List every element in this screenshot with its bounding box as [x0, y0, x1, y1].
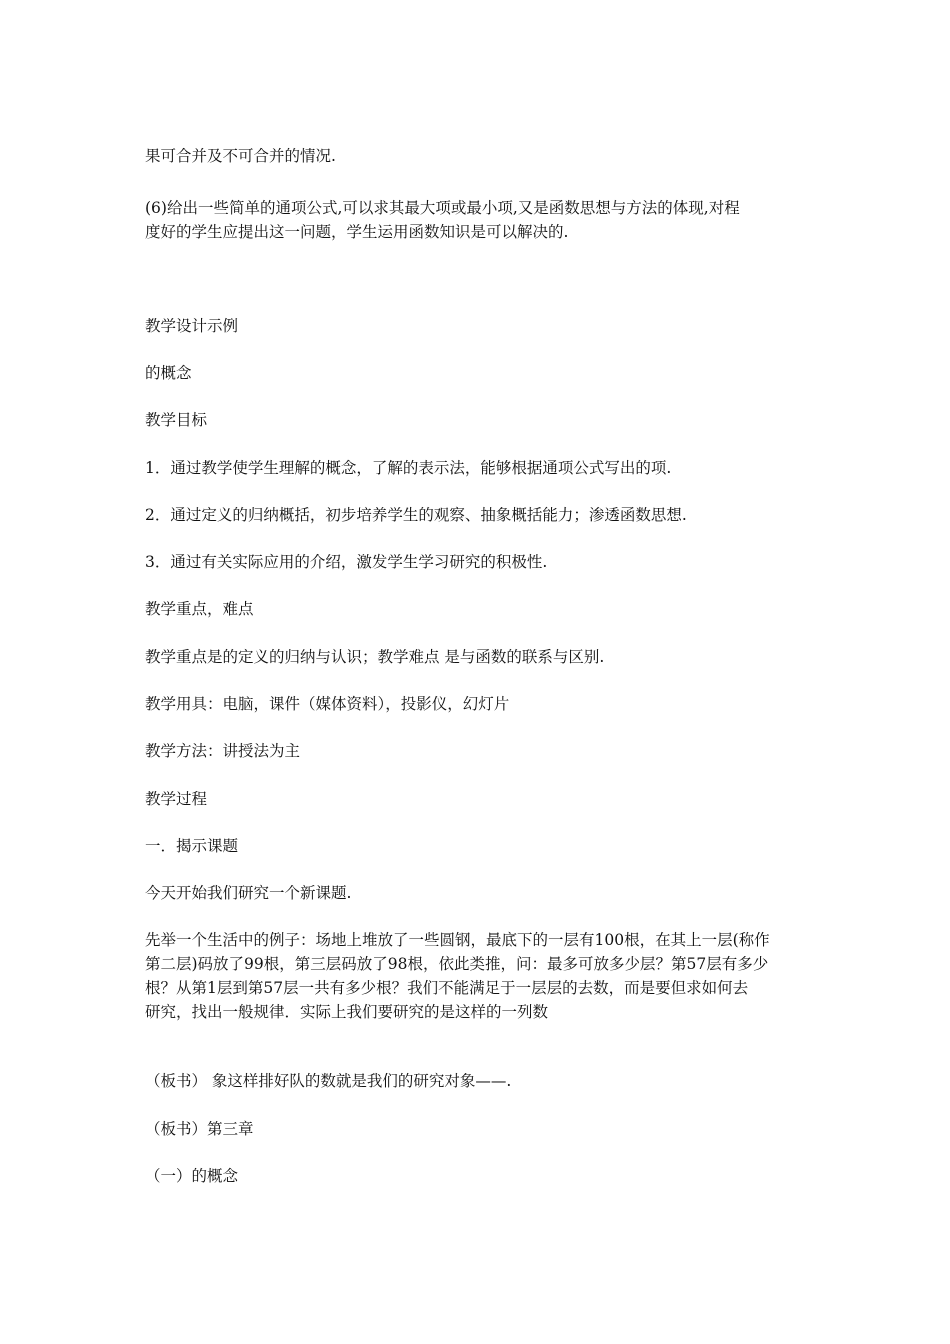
key-points-text: 教学重点是的定义的归纳与认识；教学难点 是与函数的联系与区别.: [145, 648, 605, 666]
intro-text: 今天开始我们研究一个新课题.: [145, 884, 352, 902]
text-line: 第二层)码放了99根，第三层码放了98根，依此类推，问：最多可放多少层？第57层有多少: [145, 955, 769, 973]
text-line: 研究，找出一般规律．实际上我们要研究的是这样的一列数: [145, 1003, 549, 1021]
paragraph-item-6: [145, 196, 810, 244]
text-line: 根？从第1层到第57层一共有多少根？我们不能满足于一层层的去数，而是要但求如何去: [145, 979, 749, 997]
step-reveal-topic: 一．揭示课题: [145, 837, 239, 855]
section-heading-design-example: 教学设计示例: [145, 317, 239, 335]
heading-teaching-goals: 教学目标: [145, 411, 208, 429]
text-line: (6)给出一些简单的通项公式,可以求其最大项或最小项,又是函数思想与方法的体现,对程: [145, 199, 740, 217]
teaching-method: 教学方法：讲授法为主: [145, 742, 301, 760]
text-line: 先举一个生活中的例子：场地上堆放了一些圆钢，最底下的一层有100根，在其上一层(称作: [145, 931, 770, 949]
lesson-title: 的概念: [145, 364, 192, 382]
example-paragraph: [145, 928, 810, 1024]
goal-item-1: 1．通过教学使学生理解的概念，了解的表示法，能够根据通项公式写出的项.: [145, 459, 672, 477]
board-note-chapter: （板书）第三章: [145, 1120, 254, 1138]
text-line: 度好的学生应提出这一问题，学生运用函数知识是可以解决的.: [145, 223, 569, 241]
subsection-concept: （一）的概念: [145, 1167, 239, 1185]
goal-item-2: 2．通过定义的归纳概括，初步培养学生的观察、抽象概括能力；渗透函数思想.: [145, 506, 687, 524]
teaching-tools: 教学用具：电脑，课件（媒体资料），投影仪，幻灯片: [145, 695, 510, 713]
paragraph-continuation: 果可合并及不可合并的情况.: [145, 147, 336, 165]
board-note-object: （板书） 象这样排好队的数就是我们的研究对象——.: [145, 1072, 512, 1090]
heading-key-points: 教学重点，难点: [145, 600, 254, 618]
heading-teaching-process: 教学过程: [145, 790, 208, 808]
goal-item-3: 3．通过有关实际应用的介绍，激发学生学习研究的积极性.: [145, 553, 548, 571]
